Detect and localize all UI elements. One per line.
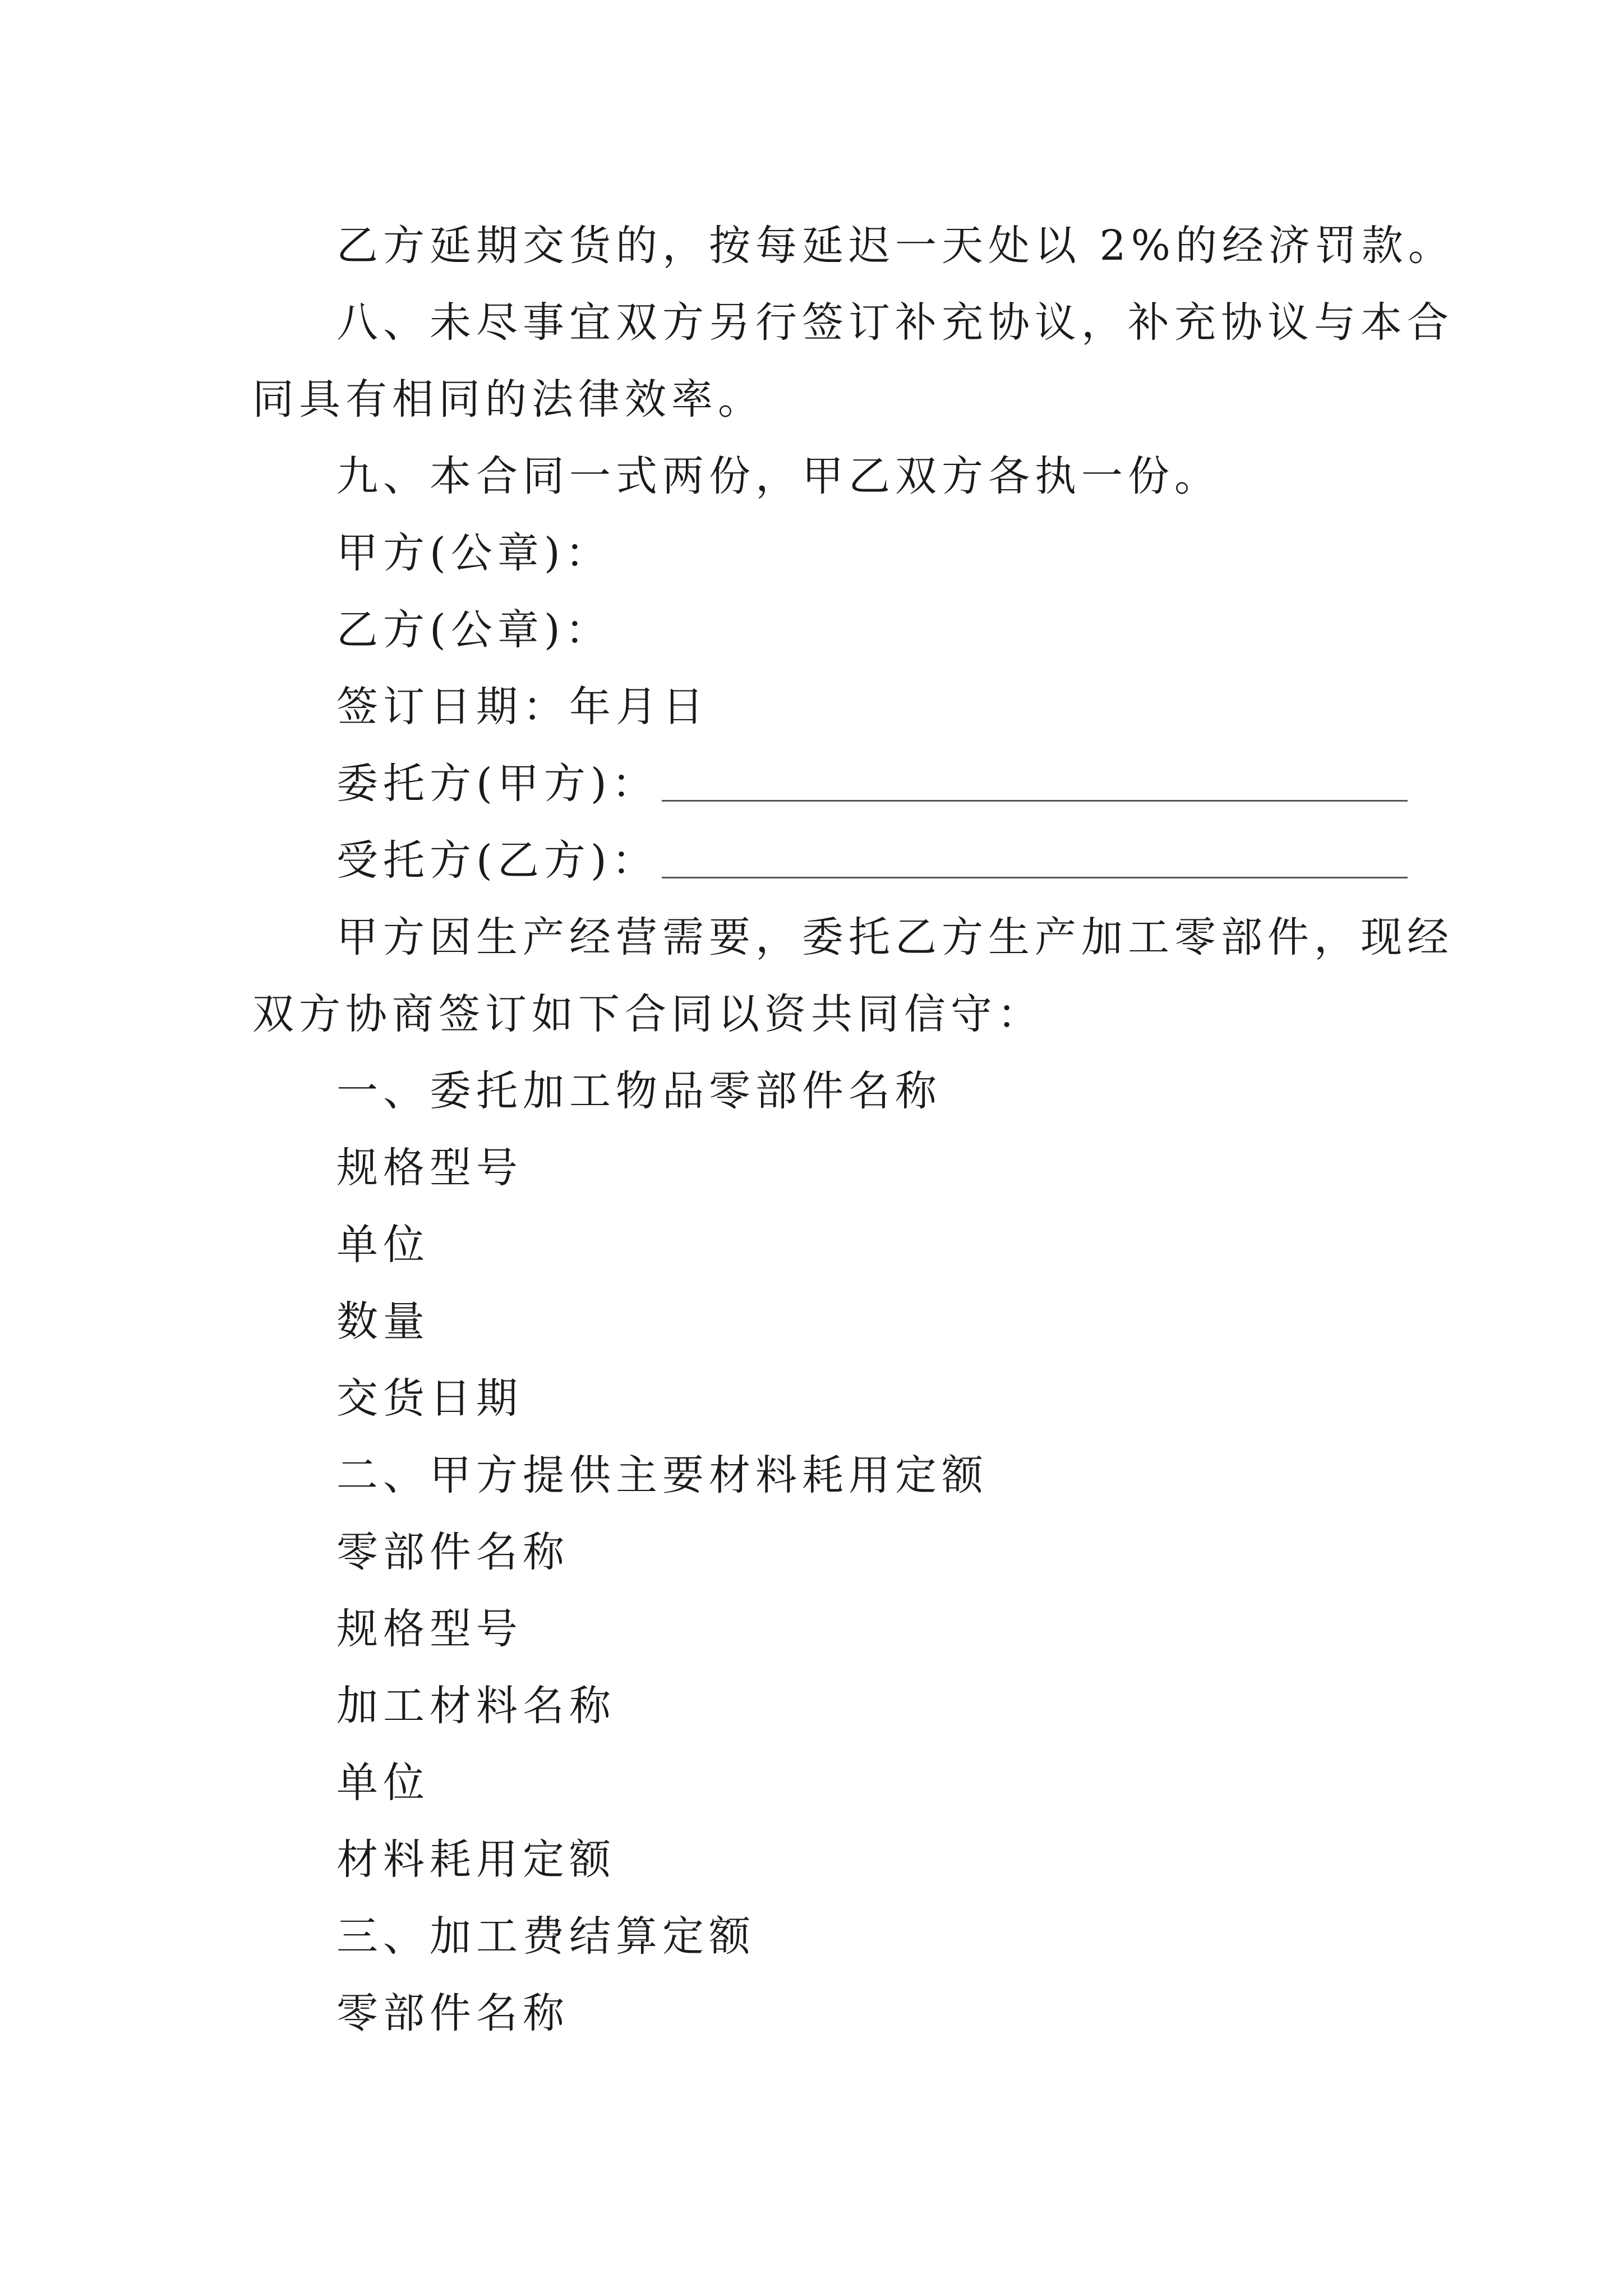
section-2-heading: 二、甲方提供主要材料耗用定额 xyxy=(336,1451,988,1499)
field-delivery-date: 交货日期 xyxy=(336,1374,523,1423)
entrusted-party-blank xyxy=(662,843,1408,878)
principal-party-row xyxy=(252,746,1391,822)
entrusted-party-row xyxy=(252,822,1391,899)
field-material-name: 加工材料名称 xyxy=(336,1682,616,1730)
party-a-seal-label: 甲方(公章)： xyxy=(336,529,612,577)
paragraph-supplementary-agreement-cont: 同具有相同的法律效率。 xyxy=(252,375,764,424)
document-body xyxy=(252,208,1455,2052)
paragraph-supplementary-agreement: 八、未尽事宜双方另行签订补充协议，补充协议与本合 xyxy=(336,298,1454,347)
field-part-name-2: 零部件名称 xyxy=(336,1989,569,2037)
paragraph-contract-copies: 九、本合同一式两份，甲乙双方各执一份。 xyxy=(336,452,1221,500)
field-spec-model-1: 规格型号 xyxy=(336,1144,523,1192)
field-unit-2: 单位 xyxy=(336,1759,430,1807)
paragraph-contract-purpose-cont: 双方协商签订如下合同以资共同信守： xyxy=(252,990,1044,1038)
section-3-heading: 三、加工费结算定额 xyxy=(336,1912,755,1961)
field-material-quota: 材料耗用定额 xyxy=(336,1835,616,1884)
principal-party-blank xyxy=(662,766,1408,802)
section-1-heading: 一、委托加工物品零部件名称 xyxy=(336,1067,942,1115)
signing-date-label: 签订日期：年月日 xyxy=(336,683,709,731)
paragraph-late-delivery-penalty: 乙方延期交货的，按每延迟一天处以 2%的经济罚款。 xyxy=(336,222,1455,270)
principal-party-label: 委托方(甲方)： xyxy=(336,760,658,808)
field-part-name-1: 零部件名称 xyxy=(336,1528,569,1576)
entrusted-party-label: 受托方(乙方)： xyxy=(336,836,658,885)
field-unit-1: 单位 xyxy=(336,1221,430,1269)
field-spec-model-2: 规格型号 xyxy=(336,1605,523,1653)
field-quantity: 数量 xyxy=(336,1297,430,1346)
party-b-seal-label: 乙方(公章)： xyxy=(336,606,612,654)
paragraph-contract-purpose: 甲方因生产经营需要，委托乙方生产加工零部件，现经 xyxy=(336,913,1454,961)
